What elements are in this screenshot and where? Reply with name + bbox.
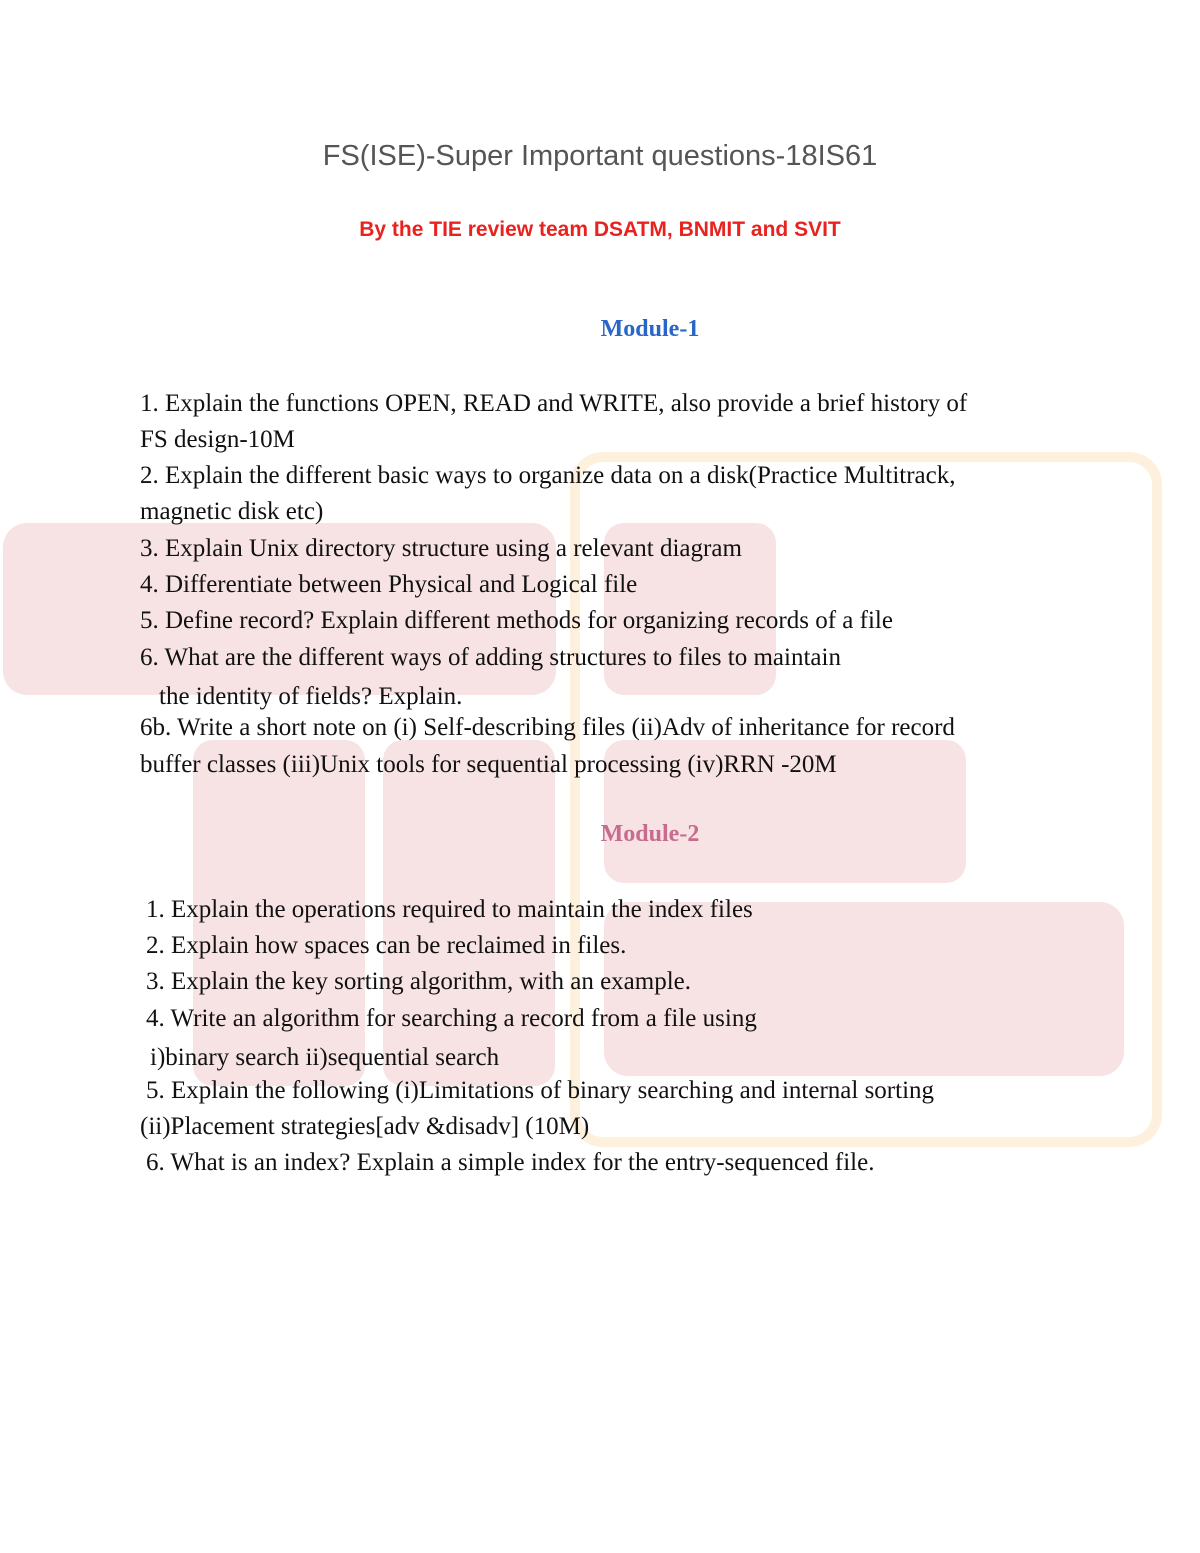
- question-line: 6. What are the different ways of adding structures to files to maintain: [140, 644, 841, 671]
- question-line: i)binary search ii)sequential search: [150, 1044, 500, 1071]
- question-line: 4. Write an algorithm for searching a record from a file using: [146, 1005, 757, 1032]
- question-line: 5. Explain the following (i)Limitations of binary searching and internal sorting: [146, 1077, 935, 1104]
- question-line: buffer classes (iii)Unix tools for sequential processing (iv)RRN -20M: [140, 751, 837, 778]
- question-line: 4. Differentiate between Physical and Logical file: [140, 571, 638, 598]
- question-line: 3. Explain Unix directory structure using a relevant diagram: [140, 535, 742, 562]
- module-1-heading: Module-1: [600, 316, 700, 342]
- question-line: 6. What is an index? Explain a simple index for the entry-sequenced file.: [146, 1149, 875, 1176]
- question-line: 2. Explain how spaces can be reclaimed in files.: [146, 932, 627, 959]
- page-subtitle: By the TIE review team DSATM, BNMIT and SVIT: [359, 218, 841, 241]
- question-line: the identity of fields? Explain.: [159, 683, 463, 710]
- question-line: 6b. Write a short note on (i) Self-describing files (ii)Adv of inheritance for record: [140, 714, 955, 741]
- question-line: 5. Define record? Explain different methods for organizing records of a file: [140, 607, 893, 634]
- question-line: FS design-10M: [140, 426, 295, 453]
- page-title: FS(ISE)-Super Important questions-18IS61: [322, 140, 878, 172]
- question-line: (ii)Placement strategies[adv &disadv] (10M): [140, 1113, 590, 1140]
- question-line: 2. Explain the different basic ways to organize data on a disk(Practice Multitrack,: [140, 462, 956, 489]
- question-line: 1. Explain the operations required to maintain the index files: [146, 896, 753, 923]
- question-line: magnetic disk etc): [140, 498, 324, 525]
- module-2-heading: Module-2: [600, 821, 700, 847]
- question-line: 1. Explain the functions OPEN, READ and WRITE, also provide a brief history of: [140, 390, 968, 417]
- question-line: 3. Explain the key sorting algorithm, with an example.: [146, 968, 692, 995]
